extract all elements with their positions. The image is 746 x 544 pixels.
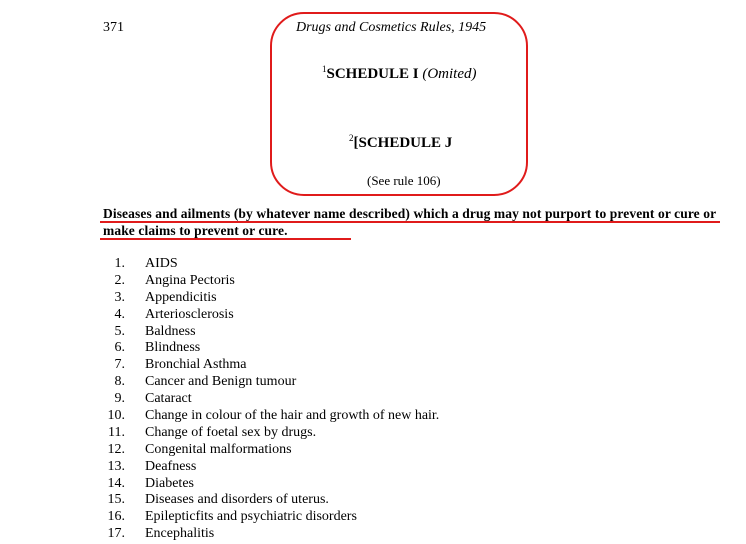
list-item xyxy=(103,307,439,324)
item-number: 13. xyxy=(107,458,125,474)
item-number: 4. xyxy=(114,306,125,322)
item-number: 5. xyxy=(114,323,125,339)
footnote-marker: 2 xyxy=(349,133,354,143)
item-number: 16. xyxy=(107,509,125,525)
list-item xyxy=(103,526,439,543)
item-text: Blindness xyxy=(145,340,201,356)
item-text: Deafness xyxy=(145,458,197,474)
list-item xyxy=(103,357,439,374)
schedule-j-title: [SCHEDULE J xyxy=(353,135,453,151)
list-item xyxy=(103,476,439,493)
list-item xyxy=(103,374,439,391)
item-number: 15. xyxy=(107,492,125,508)
item-number: 12. xyxy=(107,441,125,457)
item-number: 1. xyxy=(114,256,125,271)
schedule-heading: Diseases and ailments (by whatever name described) which a drug may not purport to prevent or cure or make claims to prevent or cure. xyxy=(103,206,716,238)
list-item xyxy=(103,290,439,307)
red-underline xyxy=(100,238,351,240)
item-text: Baldness xyxy=(145,323,196,339)
item-number: 11. xyxy=(108,424,125,440)
list-item xyxy=(103,408,439,425)
schedule-i-title: SCHEDULE I xyxy=(326,66,419,82)
red-underline xyxy=(100,221,720,223)
list-item xyxy=(103,273,439,290)
item-text: Cataract xyxy=(145,391,192,407)
running-title: Drugs and Cosmetics Rules, 1945 xyxy=(296,20,487,35)
item-text: Diseases and disorders of uterus. xyxy=(145,492,329,508)
item-number: 14. xyxy=(107,475,125,491)
item-number: 3. xyxy=(114,289,125,305)
item-text: Encephalitis xyxy=(145,526,215,542)
item-number: 10. xyxy=(107,408,125,424)
schedule-j-heading xyxy=(349,135,452,152)
list-item xyxy=(103,256,439,273)
footnote-marker: 1 xyxy=(322,64,327,74)
item-number: 9. xyxy=(114,391,125,407)
list-item xyxy=(103,425,439,442)
item-number: 8. xyxy=(114,374,125,390)
list-item xyxy=(103,340,439,357)
list-item xyxy=(103,492,439,509)
disease-list xyxy=(103,256,439,543)
red-highlight-box xyxy=(270,12,528,196)
list-item xyxy=(103,509,439,526)
schedule-i-status: (Omited) xyxy=(422,66,477,82)
item-text: Diabetes xyxy=(145,475,194,491)
list-item xyxy=(103,459,439,476)
item-number: 7. xyxy=(114,357,125,373)
item-text: Change of foetal sex by drugs. xyxy=(145,424,317,440)
item-text: Cancer and Benign tumour xyxy=(145,374,297,390)
item-text: Arteriosclerosis xyxy=(145,306,234,322)
list-item xyxy=(103,442,439,459)
page-number: 371 xyxy=(103,20,124,35)
item-text: Bronchial Asthma xyxy=(145,357,247,373)
item-text: Congenital malformations xyxy=(145,441,292,457)
item-text: Angina Pectoris xyxy=(145,272,235,288)
list-item xyxy=(103,324,439,341)
item-text: AIDS xyxy=(145,256,178,271)
item-text: Change in colour of the hair and growth of new hair. xyxy=(145,408,440,424)
item-number: 17. xyxy=(107,526,125,542)
rule-reference: (See rule 106) xyxy=(367,173,441,188)
list-item xyxy=(103,391,439,408)
schedule-i-heading xyxy=(322,66,477,83)
item-text: Epilepticfits and psychiatric disorders xyxy=(145,509,357,525)
item-number: 6. xyxy=(114,340,125,356)
item-text: Appendicitis xyxy=(145,289,217,305)
item-number: 2. xyxy=(114,272,125,288)
